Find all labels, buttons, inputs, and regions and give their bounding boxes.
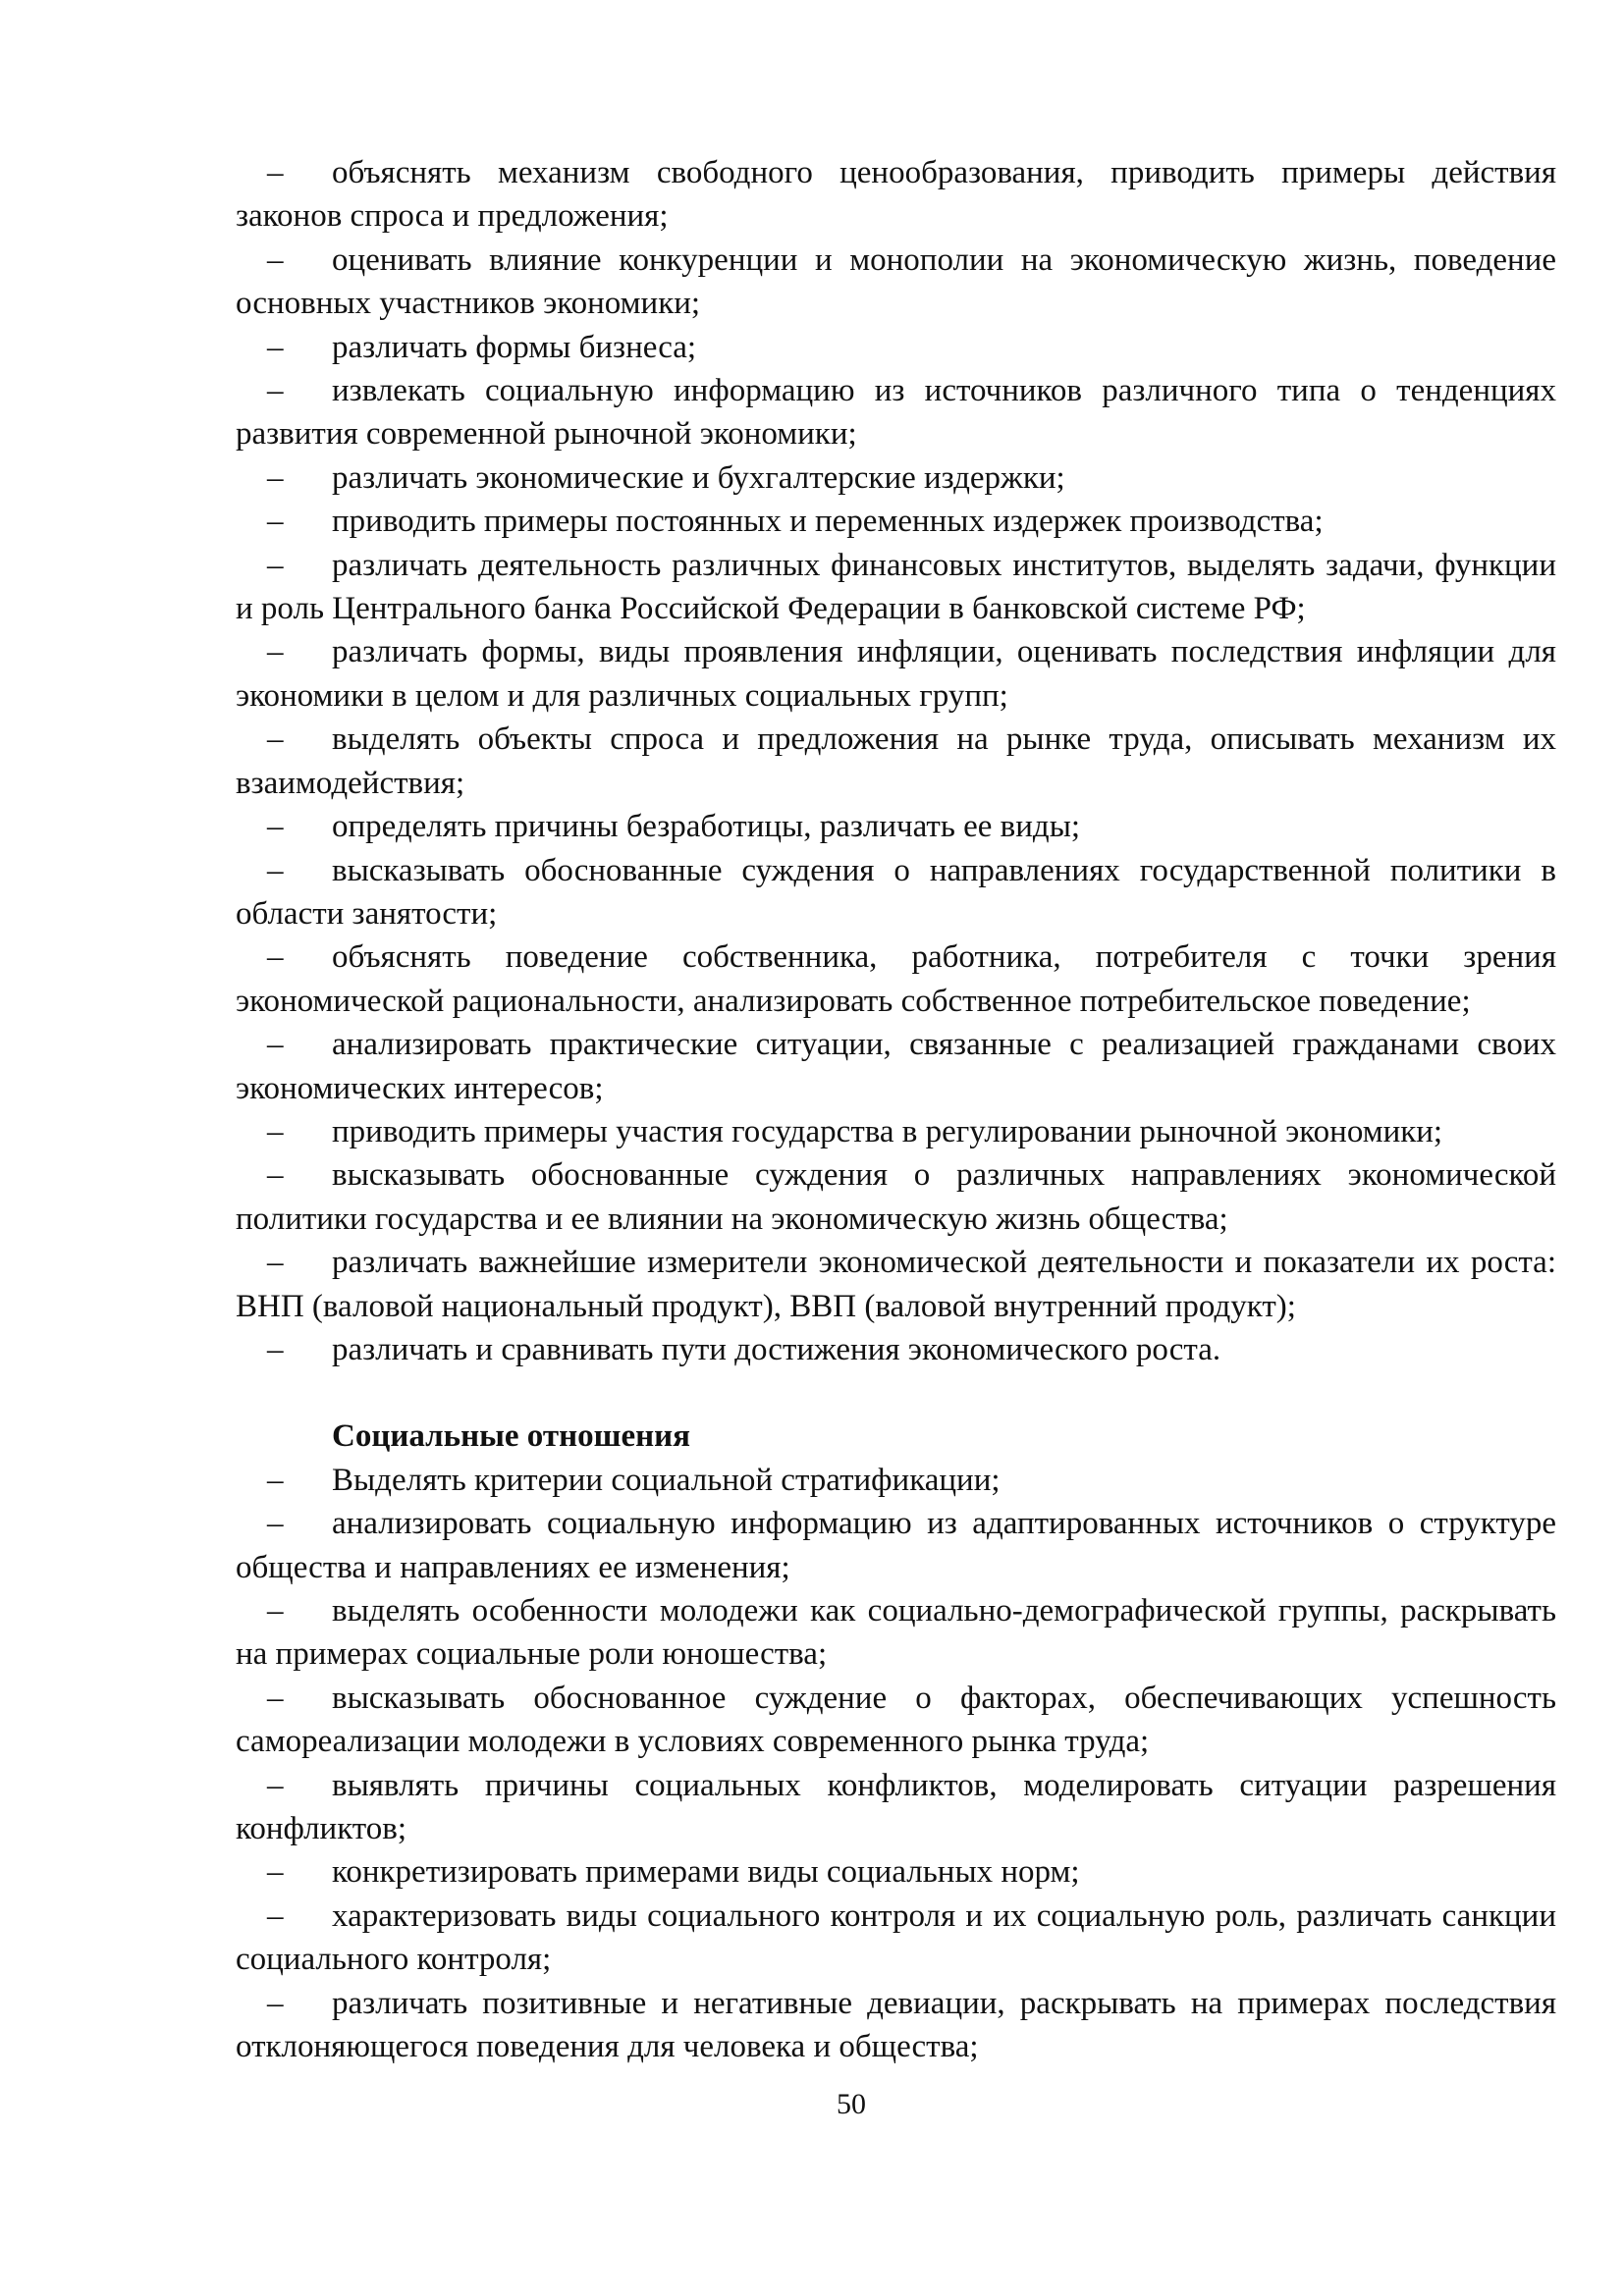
list-dash: – <box>267 721 284 758</box>
list-item-text: высказывать обоснованные суждения о различных направлениях экономической политики государства и ее влиянии на экономическую жизнь общества; <box>236 1157 1556 1237</box>
list-dash: – <box>267 1506 284 1542</box>
list-item-text: Выделять критерии социальной стратификации; <box>332 1462 1001 1498</box>
list-item-text: приводить примеры постоянных и переменных издержек производства; <box>332 504 1324 540</box>
list-item <box>236 1589 1556 1677</box>
section-heading: Социальные отношения <box>332 1418 690 1455</box>
list-dash: – <box>267 373 284 409</box>
list-item <box>236 456 1556 500</box>
list-dash: – <box>267 809 284 845</box>
list-item-text: определять причины безработицы, различать ее виды; <box>332 809 1081 845</box>
list-item <box>236 1764 1556 1851</box>
skills-list-social-relations <box>236 1459 1556 2069</box>
list-dash: – <box>267 1331 284 1367</box>
list-item-text: различать экономические и бухгалтерские издержки; <box>332 459 1065 496</box>
list-item <box>236 849 1556 936</box>
list-item <box>236 1459 1556 1502</box>
list-item-text: конкретизировать примерами виды социальных норм; <box>332 1854 1080 1891</box>
list-item-text: различать важнейшие измерители экономической деятельности и показатели их роста: ВНП (валовой национальный продукт), ВВП (валовой внутренний продукт); <box>236 1245 1556 1324</box>
list-item-text: различать формы, виды проявления инфляции, оценивать последствия инфляции для экономики в целом и для различных социальных групп; <box>236 634 1556 714</box>
list-item <box>236 1895 1556 1982</box>
list-dash: – <box>267 1985 284 2021</box>
list-item-text: объяснять механизм свободного ценообразования, приводить примеры действия законов спроса и предложения; <box>236 155 1556 235</box>
list-dash: – <box>267 634 284 670</box>
list-item <box>236 1502 1556 1589</box>
list-item-text: выявлять причины социальных конфликтов, моделировать ситуации разрешения конфликтов; <box>236 1767 1556 1847</box>
list-item-text: различать деятельность различных финансовых институтов, выделять задачи, функции и роль Центрального банка Российской Федерации в банковской системе РФ; <box>236 547 1556 627</box>
list-item <box>236 1328 1556 1371</box>
list-item-text: высказывать обоснованное суждение о факторах, обеспечивающих успешность самореализации молодежи в условиях современного рынка труда; <box>236 1680 1556 1760</box>
list-item <box>236 544 1556 631</box>
list-item <box>236 239 1556 326</box>
list-dash: – <box>267 1897 284 1934</box>
list-item <box>236 1850 1556 1894</box>
document-page <box>236 151 1556 2068</box>
list-dash: – <box>267 1462 284 1498</box>
list-item <box>236 369 1556 456</box>
list-item-text: извлекать социальную информацию из источников различного типа о тенденциях развития современной рыночной экономики; <box>236 373 1556 453</box>
list-item-text: анализировать практические ситуации, связанные с реализацией гражданами своих экономических интересов; <box>236 1027 1556 1106</box>
list-dash: – <box>267 1767 284 1803</box>
list-item <box>236 1241 1556 1328</box>
list-dash: – <box>267 329 284 365</box>
list-dash: – <box>267 1245 284 1281</box>
list-dash: – <box>267 852 284 888</box>
list-dash: – <box>267 547 284 583</box>
list-item <box>236 500 1556 543</box>
list-item <box>236 630 1556 718</box>
list-item-text: выделять объекты спроса и предложения на рынке труда, описывать механизм их взаимодействия; <box>236 721 1556 801</box>
list-dash: – <box>267 1854 284 1891</box>
list-dash: – <box>267 1027 284 1063</box>
page-number: 50 <box>837 2088 866 2120</box>
list-item-text: приводить примеры участия государства в регулировании рыночной экономики; <box>332 1113 1443 1149</box>
skills-list-economics <box>236 151 1556 1371</box>
list-item <box>236 935 1556 1023</box>
list-dash: – <box>267 504 284 540</box>
list-item-text: различать формы бизнеса; <box>332 329 697 365</box>
list-item <box>236 151 1556 239</box>
list-item <box>236 1982 1556 2069</box>
list-item <box>236 326 1556 369</box>
list-dash: – <box>267 459 284 496</box>
list-dash: – <box>267 1593 284 1629</box>
list-item <box>236 1153 1556 1241</box>
list-dash: – <box>267 155 284 190</box>
list-item <box>236 1677 1556 1764</box>
list-item <box>236 1110 1556 1153</box>
list-item-text: различать и сравнивать пути достижения экономического роста. <box>332 1331 1221 1367</box>
list-item-text: высказывать обоснованные суждения о направлениях государственной политики в области занятости; <box>236 852 1556 932</box>
list-item-text: объяснять поведение собственника, работника, потребителя с точки зрения экономической рациональности, анализировать собственное потребительское поведение; <box>236 939 1556 1019</box>
list-dash: – <box>267 1157 284 1194</box>
list-item-text: различать позитивные и негативные девиации, раскрывать на примерах последствия отклоняющегося поведения для человека и общества; <box>236 1985 1556 2065</box>
list-item-text: характеризовать виды социального контроля и их социальную роль, различать санкции социального контроля; <box>236 1897 1556 1978</box>
list-item-text: оценивать влияние конкуренции и монополии на экономическую жизнь, поведение основных участников экономики; <box>236 241 1556 322</box>
list-item <box>236 1023 1556 1110</box>
list-dash: – <box>267 939 284 976</box>
list-item <box>236 718 1556 805</box>
list-item-text: анализировать социальную информацию из адаптированных источников о структуре общества и направлениях ее изменения; <box>236 1506 1556 1585</box>
list-dash: – <box>267 1113 284 1149</box>
list-item-text: выделять особенности молодежи как социально-демографической группы, раскрывать на примерах социальные роли юношества; <box>236 1593 1556 1673</box>
list-dash: – <box>267 241 284 278</box>
list-item <box>236 805 1556 848</box>
list-dash: – <box>267 1680 284 1716</box>
